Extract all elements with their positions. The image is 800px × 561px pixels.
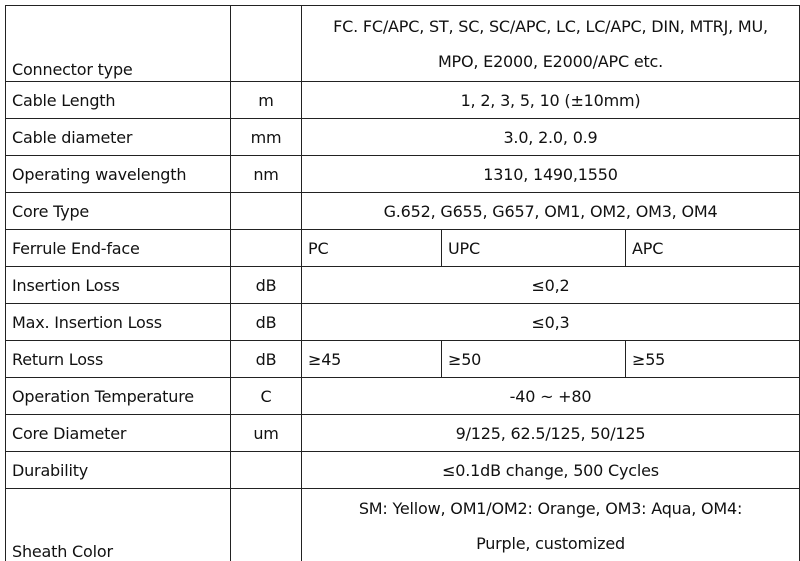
value-cell: 9/125, 62.5/125, 50/125 xyxy=(302,415,800,452)
specification-table xyxy=(5,5,800,561)
table-row-cable-diameter xyxy=(6,119,800,156)
table-row-sheath-color xyxy=(6,489,800,561)
unit-cell xyxy=(231,6,302,82)
table-row-return-loss xyxy=(6,341,800,378)
unit-cell: C xyxy=(231,378,302,415)
unit-cell xyxy=(231,452,302,489)
value-cell xyxy=(302,6,800,82)
table-row-insertion-loss xyxy=(6,267,800,304)
param-label: Sheath Color xyxy=(6,489,231,561)
param-label: Return Loss xyxy=(6,341,231,378)
param-label: Max. Insertion Loss xyxy=(6,304,231,341)
table-row-cable-length xyxy=(6,82,800,119)
value-cell xyxy=(302,489,800,561)
unit-cell: mm xyxy=(231,119,302,156)
value-line: MPO, E2000, E2000/APC etc. xyxy=(308,44,793,79)
param-label: Ferrule End-face xyxy=(6,230,231,267)
value-line: Purple, customized xyxy=(308,526,793,561)
table-row-operating-wavelength xyxy=(6,156,800,193)
value-cell-upc: ≥50 xyxy=(442,341,626,378)
param-label: Cable Length xyxy=(6,82,231,119)
table-row-core-type xyxy=(6,193,800,230)
value-cell: -40 ~ +80 xyxy=(302,378,800,415)
table-row-durability xyxy=(6,452,800,489)
param-label: Connector type xyxy=(6,6,231,82)
table-row-max-insertion-loss xyxy=(6,304,800,341)
value-cell-pc: ≥45 xyxy=(302,341,442,378)
value-cell: 3.0, 2.0, 0.9 xyxy=(302,119,800,156)
unit-cell: um xyxy=(231,415,302,452)
value-cell: ≤0,2 xyxy=(302,267,800,304)
unit-cell: dB xyxy=(231,341,302,378)
value-line: SM: Yellow, OM1/OM2: Orange, OM3: Aqua, OM4: xyxy=(308,491,793,526)
param-label: Core Diameter xyxy=(6,415,231,452)
unit-cell: m xyxy=(231,82,302,119)
value-cell: G.652, G655, G657, OM1, OM2, OM3, OM4 xyxy=(302,193,800,230)
value-cell: ≤0.1dB change, 500 Cycles xyxy=(302,452,800,489)
param-label: Cable diameter xyxy=(6,119,231,156)
param-label: Operation Temperature xyxy=(6,378,231,415)
value-cell-apc: APC xyxy=(626,230,800,267)
value-cell: 1, 2, 3, 5, 10 (±10mm) xyxy=(302,82,800,119)
value-cell-upc: UPC xyxy=(442,230,626,267)
value-cell: ≤0,3 xyxy=(302,304,800,341)
table-row-ferrule-end-face xyxy=(6,230,800,267)
value-line: FC. FC/APC, ST, SC, SC/APC, LC, LC/APC, DIN, MTRJ, MU, xyxy=(308,9,793,44)
table-row-core-diameter xyxy=(6,415,800,452)
table-row-operation-temperature xyxy=(6,378,800,415)
table-row-connector-type xyxy=(6,6,800,82)
unit-cell: nm xyxy=(231,156,302,193)
param-label: Operating wavelength xyxy=(6,156,231,193)
param-label: Insertion Loss xyxy=(6,267,231,304)
unit-cell: dB xyxy=(231,267,302,304)
value-cell: 1310, 1490,1550 xyxy=(302,156,800,193)
param-label: Core Type xyxy=(6,193,231,230)
param-label: Durability xyxy=(6,452,231,489)
unit-cell xyxy=(231,193,302,230)
unit-cell xyxy=(231,489,302,561)
value-cell-apc: ≥55 xyxy=(626,341,800,378)
value-cell-pc: PC xyxy=(302,230,442,267)
unit-cell: dB xyxy=(231,304,302,341)
unit-cell xyxy=(231,230,302,267)
